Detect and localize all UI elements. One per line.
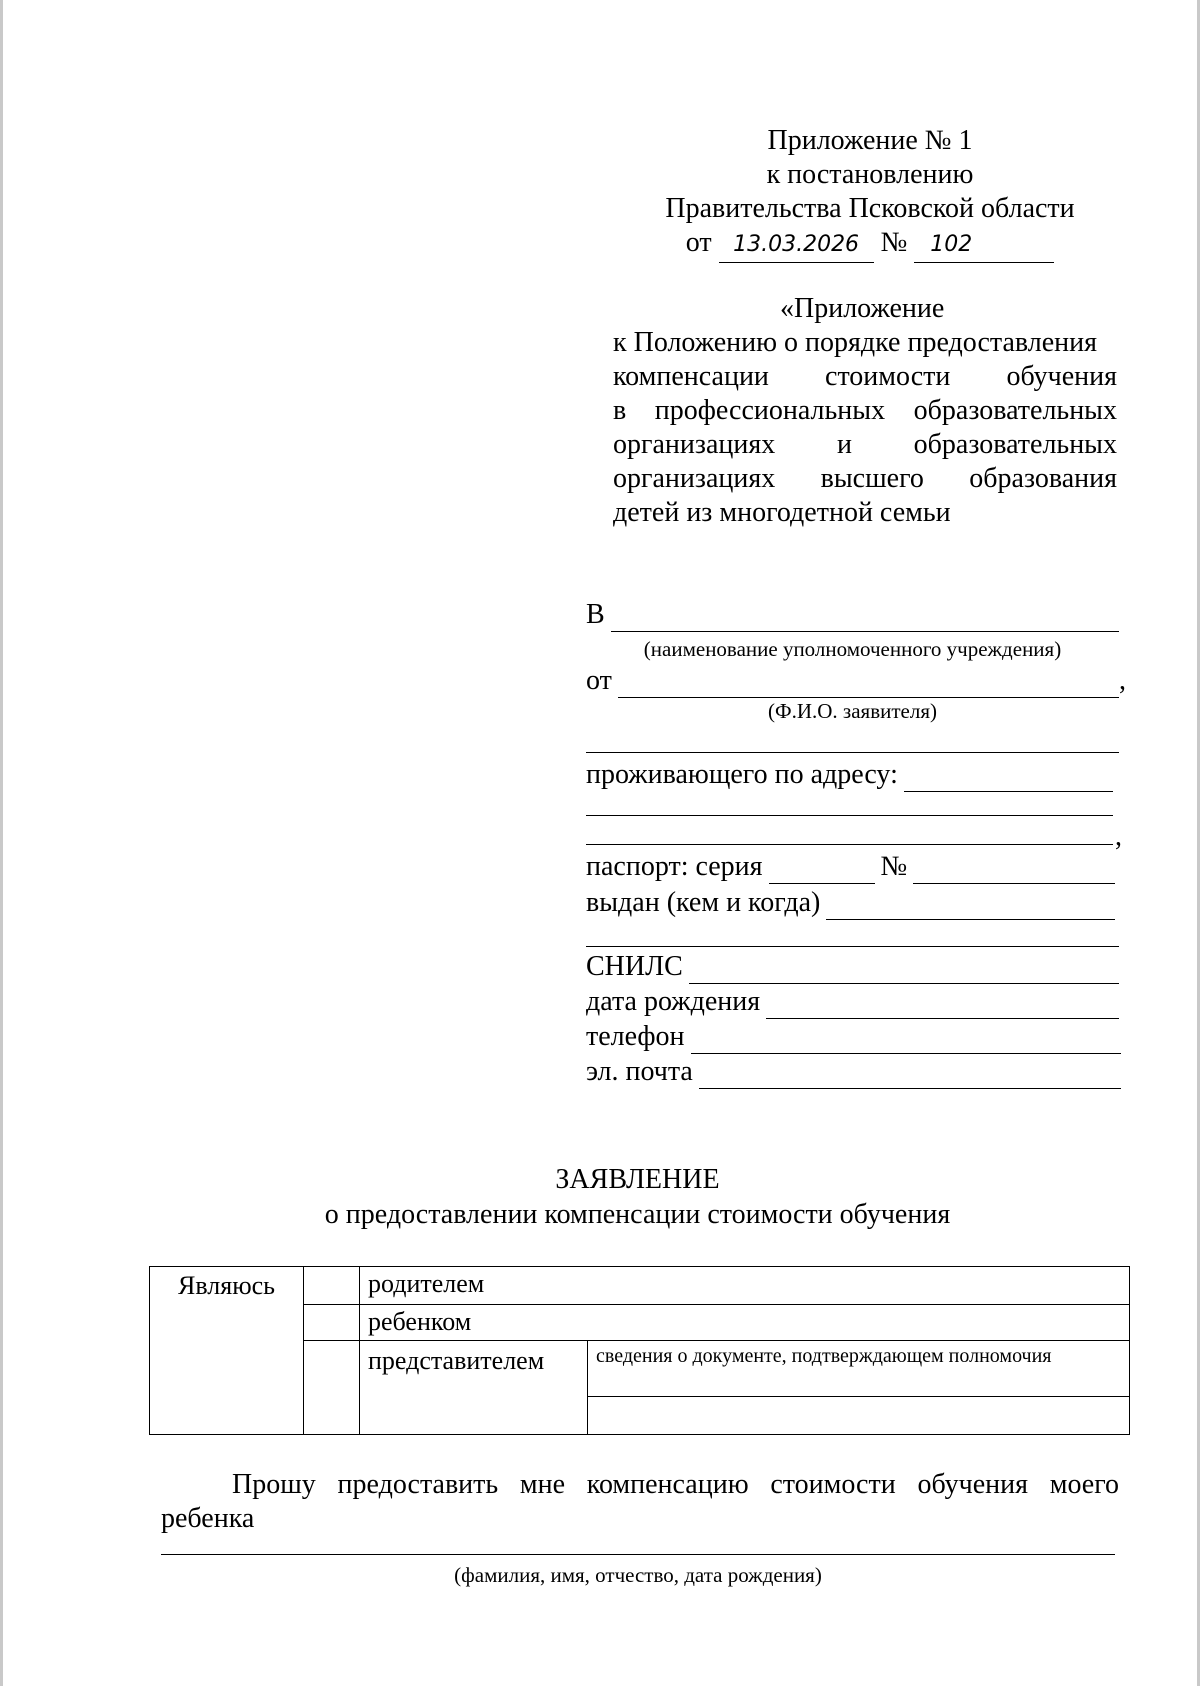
- issued-field[interactable]: [826, 892, 1115, 920]
- doc-info-cell: [588, 1341, 1130, 1397]
- date-value: 13.03.2026: [719, 228, 874, 263]
- phone-label: телефон: [586, 1021, 685, 1052]
- header-line1: Приложение № 1: [767, 125, 973, 156]
- from-caption: (Ф.И.О. заявителя): [768, 699, 937, 723]
- address-line-2[interactable]: [586, 815, 1113, 816]
- number-value: 102: [914, 228, 1054, 263]
- birth-row: [586, 985, 1119, 1019]
- doc-info-field[interactable]: [588, 1397, 1130, 1435]
- appendix-line: компенсации стоимости обучения: [613, 361, 1117, 392]
- address-field[interactable]: [904, 764, 1113, 792]
- passport-row: [586, 850, 1115, 884]
- issued-label: выдан (кем и когда): [586, 887, 821, 918]
- statement-subtitle: о предоставлении компенсации стоимости обучения: [324, 1199, 951, 1230]
- header-line2: к постановлению: [766, 159, 974, 190]
- snils-row: [586, 950, 1119, 984]
- passport-no-label: №: [880, 851, 908, 882]
- address-line-3[interactable]: [586, 844, 1113, 845]
- snils-label: СНИЛС: [586, 951, 683, 982]
- parent-checkbox[interactable]: [304, 1267, 360, 1305]
- from-comma: ,: [1119, 665, 1126, 696]
- rep-checkbox[interactable]: [304, 1341, 360, 1435]
- parent-option: родителем: [368, 1269, 485, 1298]
- child-checkbox[interactable]: [304, 1305, 360, 1341]
- email-field[interactable]: [699, 1061, 1121, 1089]
- child-option: ребенком: [368, 1307, 472, 1336]
- header-date-line: [650, 226, 1090, 263]
- to-row: [586, 598, 1119, 632]
- child-name-field[interactable]: [161, 1554, 1115, 1555]
- address-comma: ,: [1115, 821, 1122, 852]
- appendix-line: детей из многодетной семьи: [613, 497, 951, 528]
- role-label: Являюсь: [177, 1271, 276, 1300]
- appendix-line: организациях и образовательных: [613, 429, 1117, 460]
- appendix-line: организациях высшего образования: [613, 463, 1117, 494]
- statement-title: ЗАЯВЛЕНИЕ: [555, 1164, 720, 1195]
- header-block: [650, 124, 1090, 263]
- from-row: [586, 664, 1126, 698]
- snils-field[interactable]: [689, 956, 1119, 984]
- passport-label: паспорт: серия: [586, 851, 763, 882]
- number-sign: №: [880, 227, 908, 258]
- rep-option: представителем: [368, 1346, 545, 1375]
- appendix-line: в профессиональных образовательных: [613, 395, 1117, 426]
- to-caption: (наименование уполномоченного учреждения): [643, 637, 1062, 661]
- request-caption: (фамилия, имя, отчество, дата рождения): [454, 1563, 822, 1587]
- birth-field[interactable]: [766, 991, 1119, 1019]
- rep-option-cell: [360, 1341, 588, 1435]
- passport-series-field[interactable]: [769, 856, 875, 884]
- email-row: [586, 1055, 1121, 1089]
- request-text: Прошу предоставить мне компенсацию стоимости обучения моего ребенка: [161, 1469, 1119, 1534]
- doc-info-label: сведения о документе, подтверждающем полномочия: [596, 1345, 1052, 1367]
- birth-label: дата рождения: [586, 986, 761, 1017]
- child-option-cell: [360, 1305, 1130, 1341]
- header-line3: Правительства Псковской области: [665, 193, 1075, 224]
- passport-number-field[interactable]: [913, 856, 1115, 884]
- left-scan-edge: [0, 0, 3, 1686]
- to-field[interactable]: [611, 604, 1119, 632]
- phone-row: [586, 1020, 1121, 1054]
- address-row: [586, 758, 1113, 792]
- role-label-cell: [150, 1267, 304, 1435]
- appendix-title: «Приложение: [780, 293, 945, 324]
- date-prefix: от: [685, 227, 712, 258]
- from-extra-line[interactable]: [586, 752, 1119, 753]
- to-label: В: [586, 599, 605, 630]
- appendix-body: [613, 326, 1117, 530]
- email-label: эл. почта: [586, 1056, 693, 1087]
- issued-row: [586, 886, 1115, 920]
- phone-field[interactable]: [691, 1026, 1121, 1054]
- role-table: [149, 1266, 1130, 1435]
- issued-line-2[interactable]: [586, 946, 1119, 947]
- parent-option-cell: [360, 1267, 1130, 1305]
- address-label: проживающего по адресу:: [586, 759, 898, 790]
- from-label: от: [586, 665, 612, 696]
- appendix-line: к Положению о порядке предоставления: [613, 327, 1097, 358]
- from-field[interactable]: [618, 670, 1119, 698]
